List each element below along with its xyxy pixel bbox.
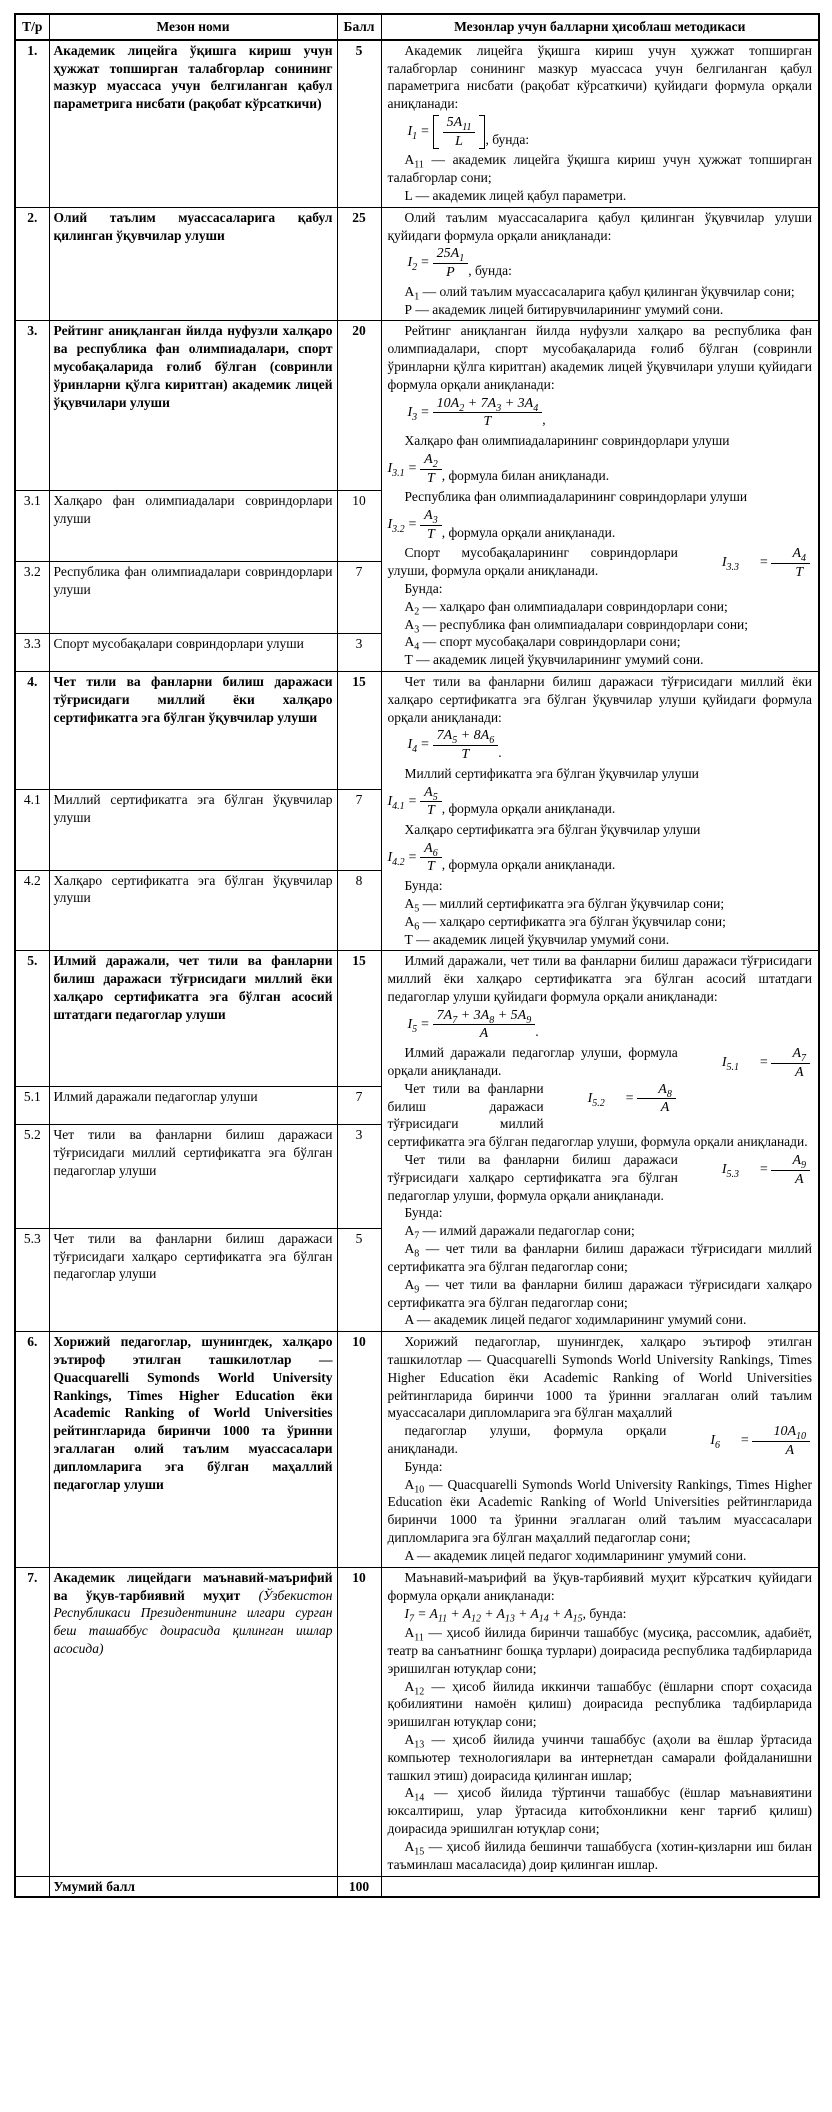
row-number-cell: 4.1 (15, 789, 49, 870)
formula-after-text: , бунда: (485, 131, 530, 147)
method-paragraph: Илмий даражали, чет тили ва фанларни билиш даражаси тўғрисидаги миллий ёки халқаро сертификатга эга бўлган асосий штатдаги педагоглар улуши қуйидаги формула орқали аниқланади: (387, 953, 812, 1004)
method-paragraph: Бунда: (404, 1458, 443, 1474)
method-paragraph: $A_5$ — миллий сертификатга эга бўлган ўқувчилар сони; (404, 895, 725, 915)
fraction-denominator: A (794, 1171, 804, 1187)
score-cell: 25 (337, 207, 381, 321)
formula: $I_5$ = $\frac{7A_7 + 3A_8 + 5A_9}{A}$ (408, 1008, 536, 1042)
fraction-denominator: T (461, 747, 470, 763)
score-cell: 20 (337, 321, 381, 491)
score-cell: 10 (337, 1332, 381, 1568)
formula-line: $I_7 = A_{11} + A_{12} + A_{13} + A_{14} + A_{15}$, бунда: (404, 1606, 627, 1626)
formula: $I_{3.2}$ = $\frac{A_3}{T}$ (388, 508, 442, 542)
fraction-numerator: $A_7$ (771, 1046, 810, 1064)
method-paragraph: Р — академик лицей битирувчиларининг умумий сони. (404, 301, 724, 317)
criterion-name: Республика фан олимпиадалари совриндорлари улуши (53, 564, 333, 598)
score-cell: 7 (337, 562, 381, 633)
method-paragraph: $I_6$ = $\frac{10A_{10}}{A}$ педагоглар улуши, формула орқали аниқланади. (388, 1422, 813, 1458)
table-row-2 (15, 207, 819, 321)
row-number-cell: 5. (15, 951, 49, 1087)
criterion-name: Илмий даражали педагоглар улуши (53, 1089, 258, 1105)
formula: $I_{4.2}$ = $\frac{A_6}{T}$ (388, 841, 442, 875)
method-paragraph: $A_{12}$ — ҳисоб йилида иккинчи ташаббус (ёшларни спорт соҳасида қобилиятини намоён қилиш) доирасида республика тадбирларида эришилган ютуқлар сони; (387, 1678, 812, 1730)
method-cell (381, 1567, 819, 1876)
fraction-numerator: $A_9$ (771, 1153, 810, 1171)
criterion-name-cell (49, 789, 337, 870)
row-number-cell: 3. (15, 321, 49, 491)
formula-lhs: $I_{5.2}$ (587, 1090, 605, 1109)
fraction-denominator: T (427, 803, 435, 819)
table-row-6 (15, 1332, 819, 1568)
method-paragraph: $A_1$ — олий таълим муассасаларига қабул қилинган ўқувчилар сони; (404, 283, 795, 303)
criterion-name-cell (49, 633, 337, 671)
formula-lhs: $I_{4.1}$ (387, 793, 405, 812)
method-paragraph: Миллий сертификатга эга бўлган ўқувчилар улуши (404, 765, 699, 781)
fraction-denominator: L (455, 133, 463, 149)
method-paragraph: $I_{5.1}$ = $\frac{A_7}{A}$ Илмий даражали педагоглар улуши, формула орқали аниқланади. (388, 1044, 813, 1080)
formula-line (408, 115, 813, 149)
score-cell: 15 (337, 951, 381, 1087)
fraction-numerator: $A_2$ (420, 452, 442, 470)
row-number-cell: 5.3 (15, 1228, 49, 1331)
criterion-name: Спорт мусобақалари совриндорлари улуши (53, 635, 304, 651)
method-cell (381, 1876, 819, 1897)
method-paragraph: $A_{11}$ — ҳисоб йилида биринчи ташаббус (мусиқа, рассомлик, адабиёт, театр ва санъатнинг бошқа турлари) доирасида республика тадбирларида эришилган ютуқлар сони; (387, 1625, 812, 1676)
table-row-5 (15, 951, 819, 1087)
method-paragraph: $A_8$ — чет тили ва фанларни билиш даражаси тўғрисидаги миллий сертификатга эга бўлган педагоглар сони; (387, 1241, 812, 1274)
method-paragraph: Республика фан олимпиадаларининг совриндорлари улуши (404, 489, 748, 505)
fraction-denominator: A (660, 1100, 670, 1116)
header-col-method: Мезонлар учун балларни ҳисоблаш методикаси (381, 14, 819, 40)
method-paragraph: Бунда: (404, 580, 443, 596)
criterion-name-cell (49, 207, 337, 321)
table-row-total (15, 1876, 819, 1897)
row-number-cell: 3.1 (15, 491, 49, 562)
fraction-numerator: $A_5$ (420, 785, 442, 803)
criterion-name-cell (49, 1332, 337, 1568)
fraction-denominator: T (795, 565, 804, 581)
header-col-criterion: Мезон номи (49, 14, 337, 40)
criterion-name-cell (49, 562, 337, 633)
formula-lhs: $I_6$ (710, 1433, 720, 1451)
formula-after-text: , формула орқали аниқланади. (441, 524, 616, 540)
method-paragraph: $A_{10}$ — Quacquarelli Symonds World University Rankings, Times Higher Education ёки Academic Ranking of World Universities рейтингларида биринчи 1000 та ўринни эгаллаган олий таълим муассасалари дипломларига эга бўлган маҳаллий педагоглар сони; (387, 1476, 812, 1546)
formula: $I_3$ = $\frac{10A_2 + 7A_3 + 3A_4}{T}$ (408, 396, 543, 430)
table-row-1 (15, 40, 819, 208)
method-paragraph: $A_2$ — халқаро фан олимпиадалари совриндорлари сони; (404, 598, 728, 618)
row-number-cell: 4. (15, 672, 49, 790)
criterion-name: Олий таълим муассасаларига қабул қилинган ўқувчилар улуши (53, 209, 333, 243)
criteria-table (14, 13, 820, 1898)
fraction (420, 841, 442, 875)
formula-after-text: , бунда: (468, 263, 512, 278)
fraction-numerator: $5A_{11}$ (443, 115, 476, 133)
formula-line (388, 452, 813, 486)
fraction-denominator: A (785, 1442, 794, 1458)
score-cell: 15 (337, 672, 381, 790)
method-paragraph: Халқаро фан олимпиадаларининг совриндорлари улуши (404, 433, 730, 449)
table-row-4 (15, 672, 819, 790)
bracket (433, 115, 486, 149)
formula-lhs: $I_{3.1}$ (387, 460, 405, 479)
formula: $I_{3.1}$ = $\frac{A_2}{T}$ (388, 452, 442, 486)
formula-line (408, 728, 813, 762)
fraction (420, 785, 442, 819)
formula-lhs: $I_{5.3}$ (721, 1161, 739, 1180)
formula-lhs: $I_{3.3}$ (721, 555, 739, 574)
formula-after-text: . (498, 745, 502, 760)
criterion-name-cell (49, 321, 337, 491)
formula-lhs: $I_5$ (407, 1016, 418, 1035)
formula-float (554, 1082, 676, 1116)
criterion-name-cell (49, 951, 337, 1087)
method-cell (381, 40, 819, 208)
row-number-cell: 6. (15, 1332, 49, 1568)
score-cell: 3 (337, 633, 381, 671)
criteria-table-body (15, 40, 819, 1898)
method-cell (381, 1332, 819, 1568)
formula-after-text: , (542, 412, 546, 428)
fraction (771, 546, 810, 580)
formula-lhs: $I_2$ (407, 255, 418, 274)
fraction (433, 1007, 539, 1042)
fraction (637, 1082, 676, 1116)
method-paragraph: $A_3$ — республика фан олимпиадалари совриндорлари сони; (404, 616, 749, 636)
formula: $I_6$ = $\frac{10A_{10}}{A}$ (693, 1424, 810, 1458)
criterion-name: Илмий даражали, чет тили ва фанларни билиш даражаси тўғрисидаги миллий ёки халқаро сертификатга эга бўлган асосий штатдаги педагоглар улуши (53, 953, 333, 1022)
criterion-name-cell (49, 1125, 337, 1228)
score-cell: 5 (337, 40, 381, 208)
criterion-name-cell (49, 1567, 337, 1876)
method-cell (381, 321, 819, 672)
formula-lhs: $I_{4.2}$ (387, 849, 405, 868)
criterion-name-note: (Ўзбекистон Республикаси Президентининг илгари сурган беш ташаббус доирасида қилинган ишлар асосида) (53, 1587, 333, 1656)
method-paragraph: Халқаро сертификатга эга бўлган ўқувчилар улуши (404, 821, 701, 837)
formula-line (408, 246, 813, 280)
formula-float (688, 1153, 810, 1187)
method-paragraph: A — академик лицей педагог ходимларининг умумий сони. (404, 1312, 747, 1328)
formula-float (688, 1046, 810, 1080)
criterion-name: Чет тили ва фанларни билиш даражаси тўғрисидаги миллий ёки халқаро сертификатга эга бўлган ўқувчилар улуши (53, 674, 333, 725)
criterion-name-cell (49, 1087, 337, 1125)
row-number-cell: 7. (15, 1567, 49, 1876)
method-paragraph: A — академик лицей педагог ходимларининг умумий сони. (404, 1547, 747, 1563)
fraction-denominator: P (446, 265, 455, 281)
formula-lhs: $I_{3.2}$ (387, 516, 405, 535)
method-paragraph: $I_{5.2}$ = $\frac{A_8}{A}$ Чет тили ва фанларни билиш даражаси тўғрисидаги миллий сертификатга эга бўлган педагоглар улуши, формула орқали аниқланади. (387, 1080, 808, 1150)
formula-after-text: , формула билан аниқланади. (441, 468, 610, 484)
criterion-name: Хорижий педагоглар, шунингдек, халқаро эътироф этилган ташкилотлар — Quacquarelli Symonds World University Rankings, Times Higher Education ёки Academic Ranking of World Universities рейтингларида биринчи 1000 та ўринни эгаллаган олий таълим муассасалари дипломларига эга бўлган маҳаллий педагоглар улуши (53, 1334, 333, 1492)
criterion-name: Чет тили ва фанларни билиш даражаси тўғрисидаги халқаро сертификатга эга бўлган педагоглар улуши (53, 1230, 333, 1282)
method-paragraph: L — академик лицей қабул параметри. (404, 188, 627, 204)
criterion-name: Академик лицейдаги маънавий-маърифий ва ўқув-тарбиявий муҳит (53, 1569, 333, 1603)
criterion-name: Чет тили ва фанларни билиш даражаси тўғрисидаги миллий сертификатга эга бўлган педагоглар улуши (53, 1127, 333, 1179)
row-number-cell: 1. (15, 40, 49, 208)
criterion-name-cell (49, 672, 337, 790)
row-number-cell: 2. (15, 207, 49, 321)
formula-float (688, 546, 810, 580)
criterion-name-cell (49, 870, 337, 951)
score-cell: 10 (337, 491, 381, 562)
method-paragraph: $A_{15}$ — ҳисоб йилида бешинчи ташаббусга (хотин-қизларни иш билан таъминлаш масаласида) доир қилинган ишлар. (387, 1838, 812, 1872)
criterion-name-cell (49, 1228, 337, 1331)
fraction-denominator: T (427, 470, 435, 486)
fraction-numerator: $A_3$ (420, 508, 442, 526)
fraction (420, 452, 442, 486)
method-paragraph: $A_6$ — халқаро сертификатга эга бўлган ўқувчилар сони; (404, 913, 726, 933)
score-cell: 7 (337, 1087, 381, 1125)
fraction (752, 1424, 810, 1458)
formula: $I_{5.1}$ = $\frac{A_7}{A}$ (705, 1046, 810, 1080)
formula: $I_2$ = $\frac{25A_1}{P}$ (408, 246, 469, 280)
row-number-cell (15, 1876, 49, 1897)
method-paragraph: Маънавий-маърифий ва ўқув-тарбиявий муҳит кўрсаткич қуйидаги формула орқали аниқланади: (387, 1569, 812, 1603)
method-cell (381, 672, 819, 951)
formula: $I_7 = A_{11} + A_{12} + A_{13} + A_{14} + A_{15}$ (404, 1606, 583, 1626)
fraction (771, 1046, 810, 1080)
table-row-3 (15, 321, 819, 491)
formula-lhs: $I_4$ (407, 737, 418, 756)
formula-float (676, 1424, 810, 1458)
formula-line (388, 785, 813, 819)
formula-lhs: $I_1$ (407, 124, 418, 142)
formula: $I_1$ = $\frac{5A_{11}}{L}$ (408, 115, 486, 149)
criterion-name: Академик лицейга ўқишга кириш учун ҳужжат топширган талабгорлар сонининг мазкур муассаса учун белгиланган қабул параметрига нисбати (рақобат кўрсаткичи) (53, 42, 333, 112)
criterion-name: Халқаро сертификатга эга бўлган ўқувчилар улуши (53, 872, 333, 906)
fraction-denominator: A (794, 1064, 804, 1080)
criterion-name: Халқаро фан олимпиадалари совриндорлари улуши (53, 493, 333, 526)
header-col-score: Балл (337, 14, 381, 40)
score-cell: 5 (337, 1228, 381, 1331)
score-cell: 8 (337, 870, 381, 951)
fraction-numerator: $10A_2 + 7A_3 + 3A_4$ (433, 396, 543, 414)
method-paragraph: Бунда: (404, 878, 443, 894)
fraction (433, 246, 469, 280)
fraction-numerator: $25A_1$ (433, 246, 469, 264)
row-number-cell: 5.1 (15, 1087, 49, 1125)
method-paragraph: $A_{14}$ — ҳисоб йилида тўртинчи ташаббус (ёшлар маънавиятини юксалтириш, улар ўртасида китобхонликни кенг тарғиб қилиш) доирасида эришилган ютуқлар сони; (387, 1785, 812, 1837)
method-paragraph: $I_{5.3}$ = $\frac{A_9}{A}$ Чет тили ва фанларни билиш даражаси тўғрисидаги халқаро сертификатга эга бўлган педагоглар улуши, формула орқали аниқланади. (388, 1151, 813, 1204)
method-paragraph: $A_4$ — спорт мусобақалари совриндорлари сони; (404, 634, 681, 654)
fraction (433, 395, 546, 430)
formula-lhs: $I_3$ (407, 404, 418, 423)
row-number-cell: 3.2 (15, 562, 49, 633)
method-cell (381, 951, 819, 1332)
row-number-cell: 3.3 (15, 633, 49, 671)
formula-line (408, 396, 813, 430)
fraction (420, 508, 442, 542)
formula: $I_{4.1}$ = $\frac{A_5}{T}$ (388, 785, 442, 819)
fraction-numerator: $7A_5 + 8A_6$ (433, 728, 499, 746)
header-col-number: Т/р (15, 14, 49, 40)
method-paragraph: $A_9$ — чет тили ва фанларни билиш даражаси тўғрисидаги халқаро сертификатга эга бўлган педагоглар сони; (387, 1276, 812, 1310)
method-paragraph: $A_7$ — илмий даражали педагоглар сони; (404, 1223, 635, 1242)
formula-line (388, 508, 813, 542)
method-paragraph: Олий таълим муассасаларига қабул қилинган ўқувчилар улуши қуйидаги формула орқали аниқланади: (387, 209, 812, 243)
score-cell: 100 (337, 1876, 381, 1897)
fraction (771, 1153, 810, 1187)
header-row (15, 14, 819, 40)
formula-after-text: , формула орқали аниқланади. (441, 801, 616, 817)
method-paragraph: $A_{11}$ — академик лицейга ўқишга кириш учун ҳужжат топширган талабгорлар сони; (387, 152, 812, 186)
fraction-numerator: $A_6$ (420, 841, 442, 859)
fraction-denominator: T (427, 859, 435, 875)
formula-after-text: , формула орқали аниқланади. (441, 857, 616, 873)
method-cell (381, 207, 819, 321)
criterion-name: Рейтинг аниқланган йилда нуфузли халқаро ва республика фан олимпиадалари, спорт мусобақаларида ғолиб бўлган (совринли ўринларни қўлга киритган) академик лицей ўқувчилари улуши (53, 323, 333, 410)
fraction-denominator: T (427, 526, 435, 542)
fraction (433, 728, 502, 763)
method-paragraph: Рейтинг аниқланган йилда нуфузли халқаро ва республика фан олимпиадалари, спорт мусобақаларида ғолиб бўлган (совринли ўринларни қўлга киритган) академик лицей ўқувчилари улуши қуйидаги формула орқали аниқланади: (387, 323, 812, 392)
fraction (443, 115, 476, 149)
fraction-denominator: T (483, 414, 492, 430)
formula: $I_{3.3}$ = $\frac{A_4}{T}$ (705, 546, 810, 580)
fraction-numerator: $7A_7 + 3A_8 + 5A_9$ (433, 1008, 536, 1026)
fraction-numerator: $A_4$ (771, 546, 810, 564)
method-paragraph: Т — академик лицей ўқувчилар умумий сони. (404, 931, 670, 947)
criterion-name: Умумий балл (53, 1878, 135, 1894)
formula-lhs: $I_{5.1}$ (721, 1055, 739, 1073)
formula-line (408, 1008, 813, 1042)
method-paragraph: Чет тили ва фанларни билиш даражаси тўғрисидаги миллий ёки халқаро сертификатга эга бўлган ўқувчилар улуши қуйидаги формула орқали аниқланади: (387, 674, 812, 725)
criterion-name-cell (49, 1876, 337, 1897)
score-cell: 3 (337, 1125, 381, 1228)
formula: $I_{5.3}$ = $\frac{A_9}{A}$ (705, 1153, 810, 1187)
formula-line (388, 841, 813, 875)
formula-after-text: . (535, 1024, 539, 1040)
formula: $I_{5.2}$ = $\frac{A_8}{A}$ (571, 1082, 676, 1116)
fraction-numerator: $A_8$ (637, 1082, 676, 1100)
method-paragraph: Бунда: (404, 1205, 443, 1221)
table-row-7 (15, 1567, 819, 1876)
criterion-name-cell (49, 491, 337, 562)
fraction-numerator: $10A_{10}$ (752, 1424, 810, 1442)
method-paragraph: Т — академик лицей ўқувчиларининг умумий сони. (404, 652, 704, 668)
criterion-name: Миллий сертификатга эга бўлган ўқувчилар улуши (53, 791, 333, 825)
formula: $I_4$ = $\frac{7A_5 + 8A_6}{T}$ (408, 728, 499, 762)
fraction-denominator: A (479, 1026, 489, 1042)
score-cell: 10 (337, 1567, 381, 1876)
score-cell: 7 (337, 789, 381, 870)
method-paragraph: $I_{3.3}$ = $\frac{A_4}{T}$ Спорт мусобақаларининг совриндорлари улуши, формула орқали аниқланади. (388, 544, 813, 580)
method-paragraph: $A_{13}$ — ҳисоб йилида учинчи ташаббус (аҳоли ва ёшлар ўртасида компьютер технологиялари ва интернетдан самарали фойдаланишни ташкил этиш) доирасида қилинган ишлар; (387, 1732, 812, 1783)
criterion-name-cell (49, 40, 337, 208)
method-paragraph: Академик лицейга ўқишга кириш учун ҳужжат топширган талабгорлар сонининг мазкур муассаса учун белгиланган қабул параметрига нисбати (рақобат кўрсаткичи) қуйидаги формула орқали аниқланади: (387, 42, 812, 112)
method-paragraph: Хорижий педагоглар, шунингдек, халқаро эътироф этилган ташкилотлар — Quacquarelli Symonds World University Rankings, Times Higher Education ёки Academic Ranking of World Universities рейтингларида биринчи 1000 та ўринни эгаллаган олий таълим муассасалари дипломларига эга бўлган маҳаллий (387, 1334, 812, 1421)
row-number-cell: 5.2 (15, 1125, 49, 1228)
row-number-cell: 4.2 (15, 870, 49, 951)
